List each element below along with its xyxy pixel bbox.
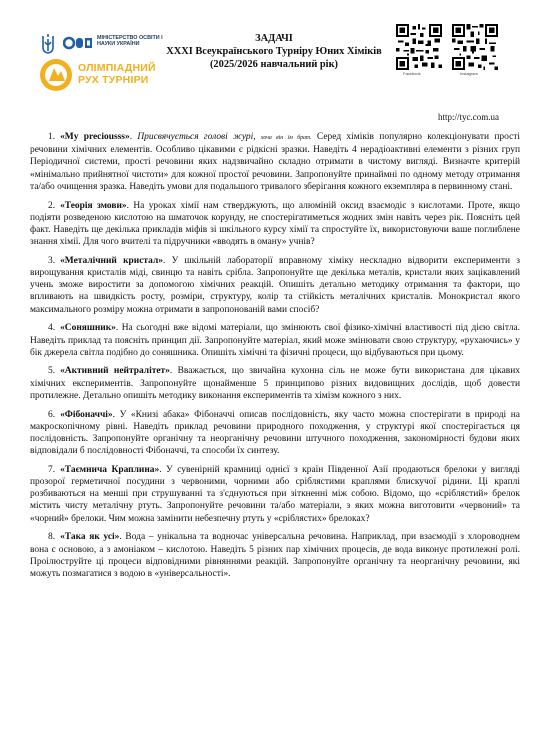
task-text: . Вода – унікальна та водночас універсальна речовина. Наприклад, при взаємодії з хлороводнем вона є основою, а з амоніаком – кислотою. Наведіть 5 різних пар хімічних процесів, де вода виконує протилежні ролі. Проілюструйте ці процеси відповідними рівняннями реакцій. Запропонуйте органічну та неорганічну речовини, які можуть позмагатися з водою в «універсальності». [30, 532, 521, 579]
page-header [0, 0, 548, 120]
olympiad-line-1: ОЛІМПІАДНИЙ [78, 62, 156, 74]
task-number: 2. [48, 200, 56, 211]
task-title: «Таємнича Краплина» [60, 464, 160, 475]
task-number: 1. [48, 132, 56, 142]
olympiad-line-2: РУХ ТУРНІРИ [78, 74, 149, 86]
task-item [30, 365, 520, 402]
ukraine-trident-icon [41, 33, 55, 55]
facebook-qr-code-icon[interactable] [396, 24, 442, 70]
task-title: «Фібоначчі» [60, 409, 113, 420]
task-item [30, 255, 520, 316]
document-title-block [150, 33, 398, 71]
task-text: . На сьогодні вже відомі матеріали, що змінюють свої фізико-хімічні властивості під дією світла. Наведіть приклад та поясніть принцип дії. Запропонуйте матеріал, який може змінювати свою структуру, «рухаючись» у бік джерела світла подібно до соняшника. Опишіть хімічні та фізичні процеси, що відбуваються при цьому. [30, 323, 520, 358]
olympiad-logo-icon [38, 57, 74, 93]
task-item [30, 200, 520, 249]
task-item [30, 464, 520, 525]
task-number: 3. [48, 255, 56, 266]
task-title: «Соняшник» [60, 323, 116, 334]
task-number: 6. [48, 409, 56, 420]
task-item: 1. «My preciousss». Присвячується голові журі, хоча він їм брат. Серед хіміків популярно колекціонувати прості речовини хімічних елементів. Особливо цікавими є рідкісні зразки. Наведіть 4 нерадіоактивні елементи з різних груп Періодичної системи, прості речовини яких надзвичайно складно отримати в чистому вигляді. Визначте критерій «мінімально прийнятної чистоти» для кожної простої речовини. Запропонуйте принаймні по одному методу отримання та/або очищення зразка. Наведіть умови для подальшого тривалого зберігання кожного екземпляра в первинному стані. [30, 132, 521, 192]
task-number: 4. [48, 323, 56, 334]
task-title: «Така як усі» [60, 532, 120, 543]
ministry-name: МІНІСТЕРСТВО ОСВІТИ І НАУКИ УКРАЇНИ [97, 35, 163, 48]
website-link[interactable]: http://tyc.com.ua [438, 112, 499, 122]
task-text: . Вважається, що звичайна кухонна сіль не може бути використана для цікавих хімічних експериментів. Запропонуйте щонайменше 5 принципово різних видовищних дослідів, щоб довести протилежне. Детально опишіть методику виконання експериментів та хімізм кожного з них. [30, 366, 520, 401]
task-item [30, 531, 520, 580]
task-text: . У «Книзі абака» Фібоначчі описав послідовність, яку часто можна спостерігати в природі на макроскопічному рівні. Наведіть приклад речовини природного походження, у структурі якої спостерігається ця послідовність. Запропонуйте органічну та неорганічну речовини штучного походження, закономірності будови яких відповідали б послідовності Фібоначчі, та способи їх синтезу. [30, 409, 520, 457]
document-title: ЗАДАЧІ [255, 33, 293, 44]
task-text: Серед хіміків популярно колекціонувати прості речовини хімічних елементів. Особливо цікавими є рідкісні зразки. Наведіть 4 нерадіоактивні елементи з різних груп Періодичної системи, прості речовини яких надзвичайно складно отримати в чистому вигляді. Визначте критерій «мінімально прийнятної чистоти» для кожної простої речовини. Запропонуйте принаймні по одному методу отримання та/або очищення зразка. Наведіть умови для подальшого тривалого зберігання кожного екземпляра в первинному стані. [30, 132, 521, 192]
task-text: . На уроках хімії нам стверджують, що алюміній оксид взаємодіє з кислотами. Проте, якщо подіяти розведеною кислотою на шматочок корунду, не спостерігатиметься жодних змін навіть через рік. Поясніть цей факт. Наведіть ще декілька прикладів міфів зі шкільного курсу хімії та спростуйте їх, використовуючи ваше поглиблене знання хімії. Для чого вчителі та підручники «вводять в оману» учнів? [30, 200, 520, 248]
task-epigraph-note: хоча він їм брат. [260, 135, 312, 141]
facebook-qr-label: Facebook [403, 71, 421, 76]
task-title: «My preciousss» [60, 132, 130, 142]
task-title: «Активний нейтралітет» [60, 366, 170, 377]
task-title: «Металічний кристал» [60, 255, 163, 266]
instagram-qr-label: Instagram [460, 71, 478, 76]
academic-year: (2025/2026 навчальний рік) [209, 58, 339, 70]
task-number: 8. [48, 532, 56, 543]
task-text: . У сувенірній крамниці однієї з країн Південної Азії продаються брелоки у вигляді прозорої герметичної посудини з червоними, чорними або сріблястими краплями блискучої рідини. Ці краплі розбиваються на менші при струшуванні та з'єднуються при зіткненні між собою. Відомо, що «сріблястий» брелок містить чисту металічну ртуть. Запропонуйте речовини та/або матеріали, з яких можна виготовити «червоний» та «чорний» брелоки. Чим можна замінити небезпечну ртуть у «сріблястих» брелоках? [30, 464, 521, 524]
task-list [30, 131, 520, 587]
task-epigraph: Присвячується голові журі, [137, 132, 256, 142]
task-number: 5. [48, 366, 56, 377]
task-item [30, 322, 520, 359]
task-number: 7. [48, 464, 56, 475]
task-title: «Теорія змови» [60, 200, 127, 211]
document-subtitle: XXXI Всеукраїнського Турніру Юних Хіміків [166, 45, 382, 57]
ministry-logo-icon [63, 33, 93, 53]
task-item [30, 409, 520, 458]
instagram-qr-code-icon[interactable] [452, 24, 498, 70]
task-text: . У шкільній лабораторії вправному хіміку нескладно відворити експерименти з вирощування кристалів міді, свинцю та навіть срібла. Запропонуйте ще декілька металів, кристали яких зацікавлений учень зможе виростити за допомогою хімічних реакцій. Опишіть детально методику отримання та фактори, що впливають на швидкість росту, розміри, структуру, колір та стійкість металічних кристалів. Монокристал якого максимального розміру можна отримати в запропонованій вами спосіб? [30, 255, 520, 315]
